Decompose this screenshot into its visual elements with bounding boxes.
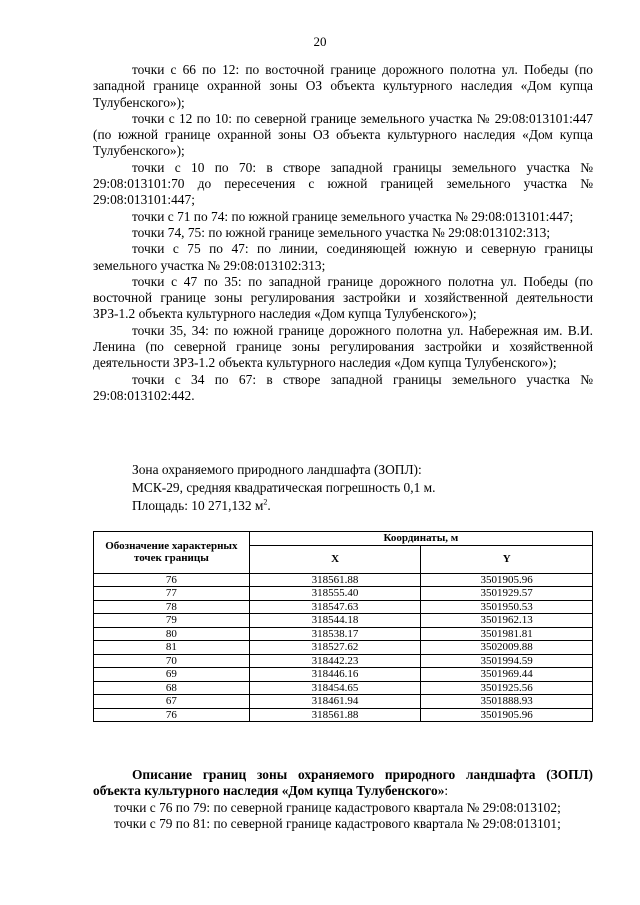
description-heading-bold: Описание границ зоны охраняемого природного ландшафта (ЗОПЛ) объекта культурного наследия «Дом купца Тулубенского»: [93, 767, 593, 799]
cell-point: 77: [94, 587, 250, 601]
cell-y: 3502009.88: [421, 641, 593, 655]
cell-point: 76: [94, 573, 250, 587]
paragraph: точки с 34 по 67: в створе западной границы земельного участка № 29:08:013102:442.: [93, 371, 593, 403]
description-item: точки с 76 по 79: по северной границе кадастрового квартала № 29:08:013102;: [114, 799, 561, 815]
header-coords: Координаты, м: [249, 532, 592, 546]
table-row: [94, 695, 593, 709]
cell-y: 3501994.59: [421, 654, 593, 668]
cell-y: 3501925.56: [421, 681, 593, 695]
description-item: точки с 79 по 81: по северной границе кадастрового квартала № 29:08:013101;: [114, 815, 561, 831]
cell-y: 3501981.81: [421, 627, 593, 641]
cell-x: 318547.63: [249, 600, 421, 614]
table-row: [94, 708, 593, 722]
table-row: [94, 573, 593, 587]
paragraph: точки с 66 по 12: по восточной границе дорожного полотна ул. Победы (по западной границе охранной зоны ОЗ объекта культурного наследия «Дом купца Тулубенского»);: [93, 62, 593, 110]
zone-area: [132, 497, 435, 515]
zone-area-label: Площадь: 10 271,132 м: [132, 498, 264, 513]
cell-point: 67: [94, 695, 250, 709]
coordinates-table-body: [94, 573, 593, 722]
cell-x: 318454.65: [249, 681, 421, 695]
table-row: [94, 600, 593, 614]
cell-y: 3501962.13: [421, 614, 593, 628]
boundary-description-text: [93, 62, 593, 404]
cell-point: 68: [94, 681, 250, 695]
cell-y: 3501888.93: [421, 695, 593, 709]
paragraph: точки с 71 по 74: по южной границе земельного участка № 29:08:013101:447;: [132, 208, 574, 224]
page-number: 20: [313, 34, 327, 49]
zone-info: [132, 461, 435, 515]
cell-y: 3501929.57: [421, 587, 593, 601]
table-row: [94, 668, 593, 682]
paragraph: точки с 12 по 10: по северной границе земельного участка № 29:08:013101:447 (по южной границе охранной зоны ОЗ объекта культурного наследия «Дом купца Тулубенского»);: [93, 110, 593, 159]
cell-x: 318538.17: [249, 627, 421, 641]
cell-point: 79: [94, 614, 250, 628]
cell-x: 318461.94: [249, 695, 421, 709]
header-x: X: [249, 545, 421, 573]
table-row: [94, 614, 593, 628]
coordinates-table: [93, 531, 593, 722]
paragraph: точки с 75 по 47: по линии, соединяющей южную и северную границы земельного участка № 29:08:013102:313;: [93, 241, 593, 273]
table-row: [94, 654, 593, 668]
cell-point: 78: [94, 600, 250, 614]
cell-y: 3501950.53: [421, 600, 593, 614]
paragraph: точки с 10 по 70: в створе западной границы земельного участка № 29:08:013101:70 до пересечения с южной границей земельного участка № 29:08:013101:447;: [93, 159, 593, 208]
cell-x: 318555.40: [249, 587, 421, 601]
cell-y: 3501905.96: [421, 573, 593, 587]
table-row: [94, 641, 593, 655]
cell-x: 318446.16: [249, 668, 421, 682]
paragraph: точки 74, 75: по южной границе земельного участка № 29:08:013102:313;: [132, 224, 551, 240]
cell-point: 76: [94, 708, 250, 722]
cell-x: 318527.62: [249, 641, 421, 655]
cell-point: 70: [94, 654, 250, 668]
paragraph: точки 35, 34: по южной границе дорожного полотна ул. Набережная им. В.И. Ленина (по северной границе зоны регулирования застройки и хозяйственной деятельности ЗРЗ-1.2 объекта культурного наследия «Дом купца Тулубенского»);: [93, 322, 593, 371]
table-row: [94, 681, 593, 695]
description-heading: [93, 767, 593, 800]
header-y: Y: [421, 545, 593, 573]
cell-y: 3501905.96: [421, 708, 593, 722]
header-point: Обозначение характерных точек границы: [94, 532, 250, 574]
cell-x: 318544.18: [249, 614, 421, 628]
cell-x: 318561.88: [249, 708, 421, 722]
table-row: [94, 627, 593, 641]
zone-area-superscript: 2: [263, 497, 268, 507]
cell-point: 69: [94, 668, 250, 682]
zone-area-tail: .: [267, 498, 271, 513]
zone-coordinate-system: МСК-29, средняя квадратическая погрешность 0,1 м.: [132, 480, 436, 495]
paragraph: точки с 47 по 35: по западной границе дорожного полотна ул. Победы (по восточной границе зоны регулирования застройки и хозяйственной деятельности ЗРЗ-1.2 объекта культурного наследия «Дом купца Тулубенского»);: [93, 273, 593, 322]
cell-x: 318561.88: [249, 573, 421, 587]
cell-point: 80: [94, 627, 250, 641]
cell-point: 81: [94, 641, 250, 655]
cell-x: 318442.23: [249, 654, 421, 668]
table-row: [94, 587, 593, 601]
cell-y: 3501969.44: [421, 668, 593, 682]
zopl-description: [93, 767, 593, 832]
zone-title: Зона охраняемого природного ландшафта (ЗОПЛ):: [132, 462, 422, 477]
description-heading-tail: :: [444, 783, 449, 799]
